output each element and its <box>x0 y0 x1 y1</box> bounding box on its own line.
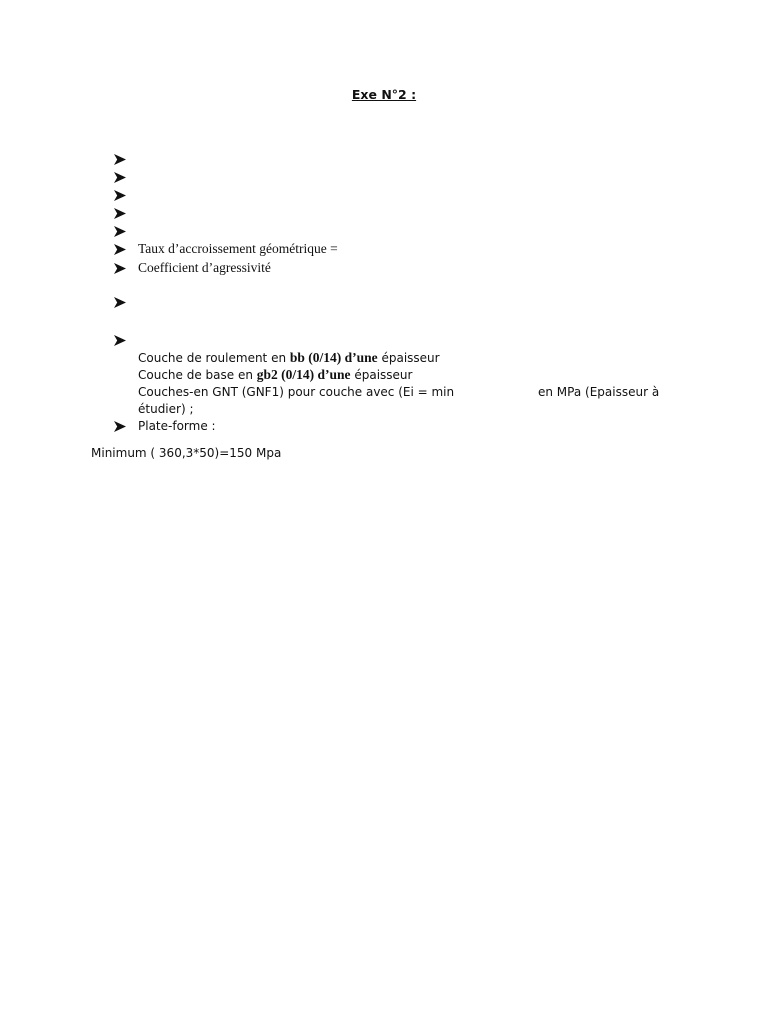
arrow-bullet-icon <box>114 150 128 168</box>
arrow-bullet-icon <box>114 204 128 222</box>
layer-gnt-continuation: étudier) ; <box>138 402 194 416</box>
page-title: Exe N°2 : <box>351 87 417 102</box>
minimum-formula: Minimum ( 360,3*50)=150 Mpa <box>91 446 282 460</box>
layer-base-suffix: épaisseur <box>350 368 413 382</box>
layer-roulement-material: bb (0/14) d’une <box>289 350 378 365</box>
growth-rate-label: Taux d’accroissement géométrique = <box>138 241 338 256</box>
layer-roulement-prefix: Couche de roulement en <box>138 351 290 365</box>
aggressiveness-coefficient-label: Coefficient d’agressivité <box>138 260 271 275</box>
arrow-bullet-icon <box>114 417 128 435</box>
layer-base-prefix: Couche de base en <box>138 368 257 382</box>
arrow-bullet-icon <box>114 222 128 240</box>
platform-label: Plate-forme : <box>138 419 216 433</box>
arrow-bullet-icon <box>114 293 128 311</box>
arrow-bullet-icon <box>114 259 128 277</box>
layer-base <box>138 366 412 384</box>
layer-roulement-suffix: épaisseur <box>377 351 440 365</box>
arrow-bullet-icon <box>114 240 128 258</box>
layer-roulement <box>138 349 440 367</box>
arrow-bullet-icon <box>114 331 128 349</box>
layer-base-material: gb2 (0/14) d’une <box>256 367 351 382</box>
arrow-bullet-icon <box>114 186 128 204</box>
layer-gnt: Couches-en GNT (GNF1) pour couche avec (Ei = min <box>138 385 455 399</box>
arrow-bullet-icon <box>114 168 128 186</box>
layer-gnt-right: en MPa (Epaisseur à <box>538 385 660 399</box>
